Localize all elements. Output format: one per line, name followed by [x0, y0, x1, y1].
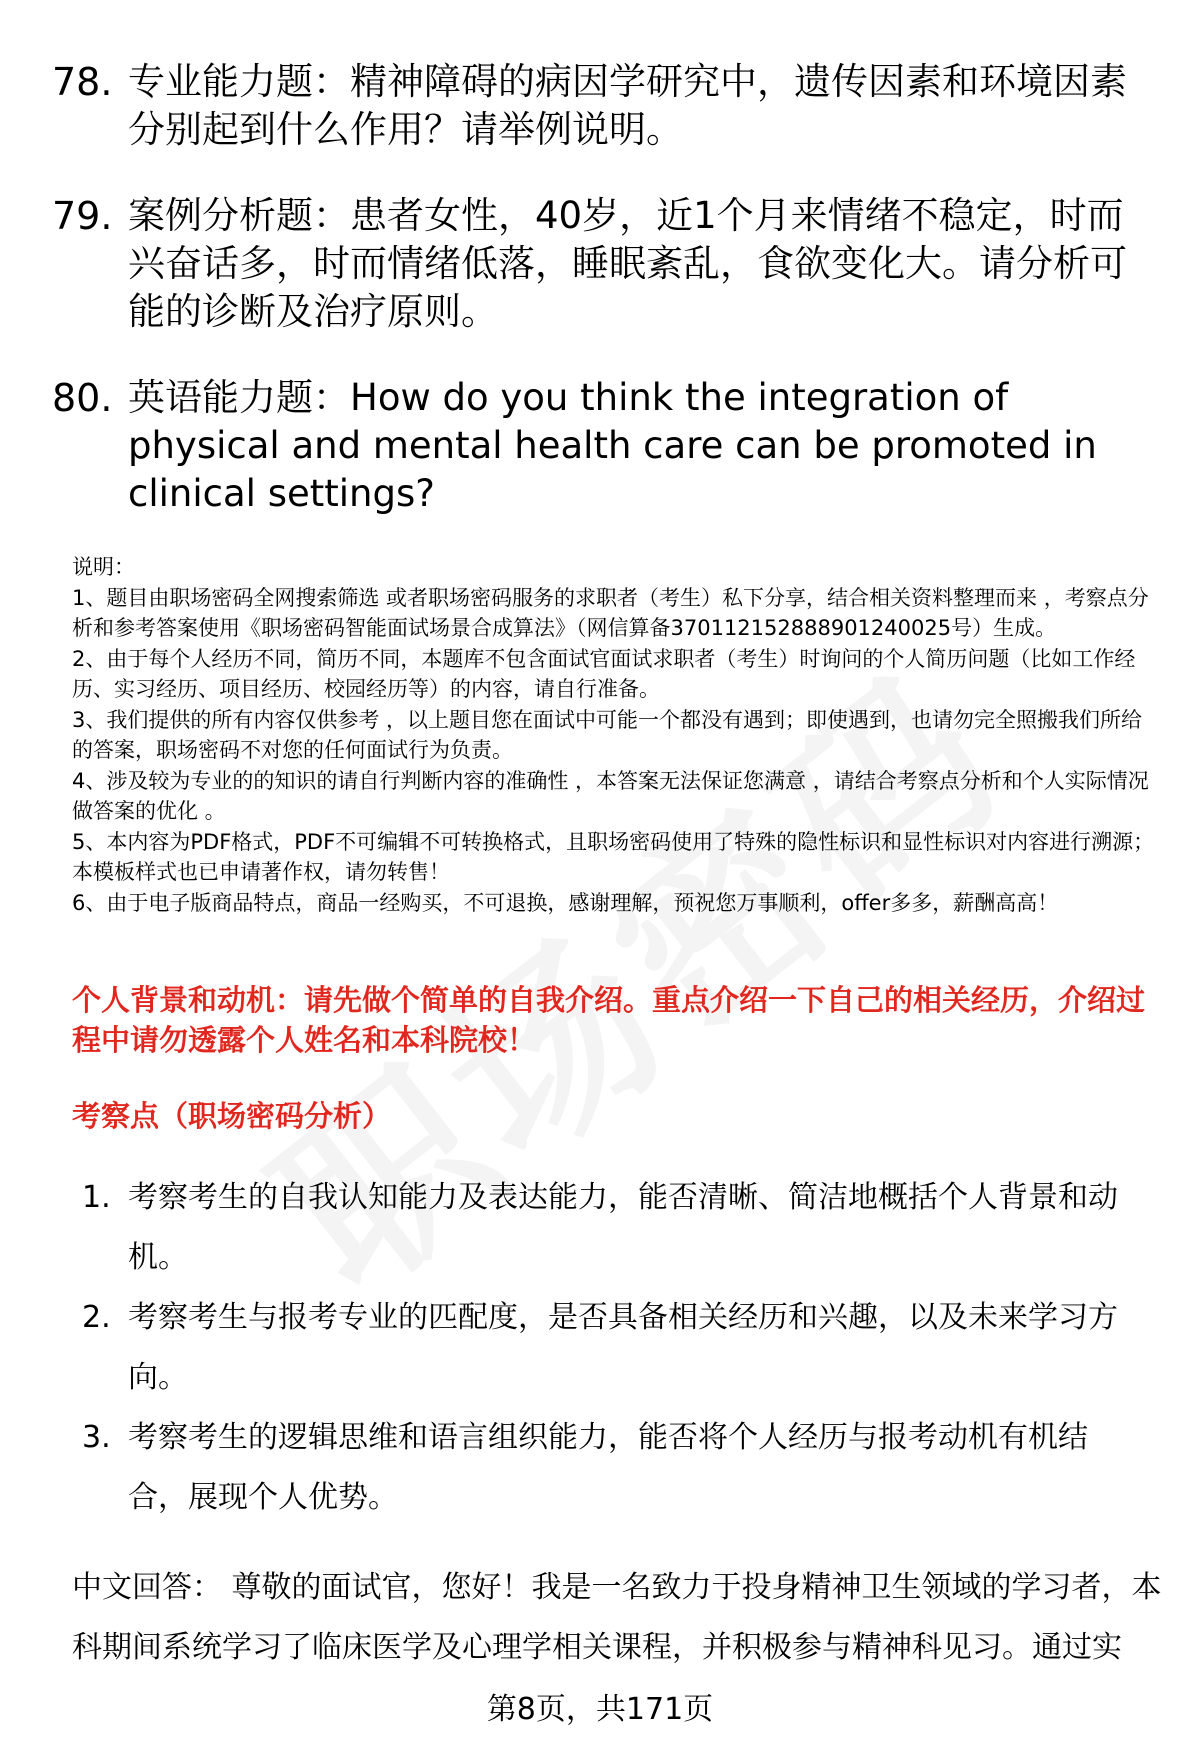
question-number: 78. — [52, 60, 113, 104]
point-text: 考察考生的逻辑思维和语言组织能力，能否将个人经历与报考动机有机结合，展现个人优势。 — [128, 1420, 1088, 1515]
note-item: 4、涉及较为专业的的知识的请自行判断内容的准确性 ，本答案无法保证您满意 ，请结合考察点分析和个人实际情况做答案的优化 。 — [72, 768, 1149, 823]
question-text: 案例分析题：患者女性，40岁，近1个月来情绪不稳定，时而兴奋话多，时而情绪低落，睡眠紊乱，食欲变化大。请分析可能的诊断及治疗原则。 — [128, 194, 1127, 333]
section-subheading: 考察点（职场密码分析） — [72, 1099, 392, 1133]
section-heading: 个人背景和动机：请先做个简单的自我介绍。重点介绍一下自己的相关经历，介绍过程中请勿透露个人姓名和本科院校！ — [72, 983, 1146, 1057]
page-footer: 第8页，共171页 — [486, 1692, 714, 1727]
answer-text: 中文回答： 尊敬的面试官，您好！我是一名致力于投身精神卫生领域的学习者，本科期间系统学习了临床医学及心理学相关课程，并积极参与精神科见习。通过实 — [72, 1570, 1162, 1665]
question-number: 79. — [52, 194, 113, 238]
question-list — [52, 58, 1152, 556]
question-item — [52, 58, 1152, 154]
point-number: 2. — [82, 1300, 111, 1335]
assessment-point — [82, 1168, 1162, 1288]
assessment-point — [82, 1408, 1162, 1528]
note-item: 3、我们提供的所有内容仅供参考 ，以上题目您在面试中可能一个都没有遇到；即使遇到，也请勿完全照搬我们所给的答案，职场密码不对您的任何面试行为负责。 — [72, 707, 1143, 762]
note-item: 5、本内容为PDF格式，PDF不可编辑不可转换格式，且职场密码使用了特殊的隐性标识和显性标识对内容进行溯源；本模板样式也已申请著作权，请勿转售！ — [72, 829, 1155, 884]
note-item: 2、由于每个人经历不同，简历不同，本题库不包含面试官面试求职者（考生）时询问的个人简历问题（比如工作经历、实习经历、项目经历、校园经历等）的内容，请自行准备。 — [72, 646, 1136, 701]
notes-title: 说明： — [72, 555, 135, 579]
question-text: 专业能力题：精神障碍的病因学研究中，遗传因素和环境因素分别起到什么作用？请举例说明。 — [128, 60, 1127, 151]
note-item: 1、题目由职场密码全网搜索筛选 或者职场密码服务的求职者（考生）私下分享，结合相关资料整理而来 ，考察点分析和参考答案使用《职场密码智能面试场景合成算法》（网信算备370112152888901240025号）生成。 — [72, 585, 1149, 640]
assessment-point — [82, 1288, 1162, 1408]
question-item — [52, 192, 1152, 336]
question-number: 80. — [52, 376, 113, 420]
point-number: 1. — [82, 1180, 111, 1215]
notes-block — [72, 552, 1162, 918]
point-number: 3. — [82, 1420, 111, 1455]
question-item — [52, 374, 1152, 518]
note-item: 6、由于电子版商品特点，商品一经购买，不可退换，感谢理解，预祝您万事顺利，offer多多，薪酬高高！ — [72, 890, 1059, 915]
question-text: 英语能力题：How do you think the integration of physical and mental health care can be promoted in clinical settings? — [128, 376, 1097, 515]
assessment-points — [82, 1168, 1162, 1528]
point-text: 考察考生的自我认知能力及表达能力，能否清晰、简洁地概括个人背景和动机。 — [128, 1180, 1118, 1275]
point-text: 考察考生与报考专业的匹配度，是否具备相关经历和兴趣，以及未来学习方向。 — [128, 1300, 1118, 1395]
